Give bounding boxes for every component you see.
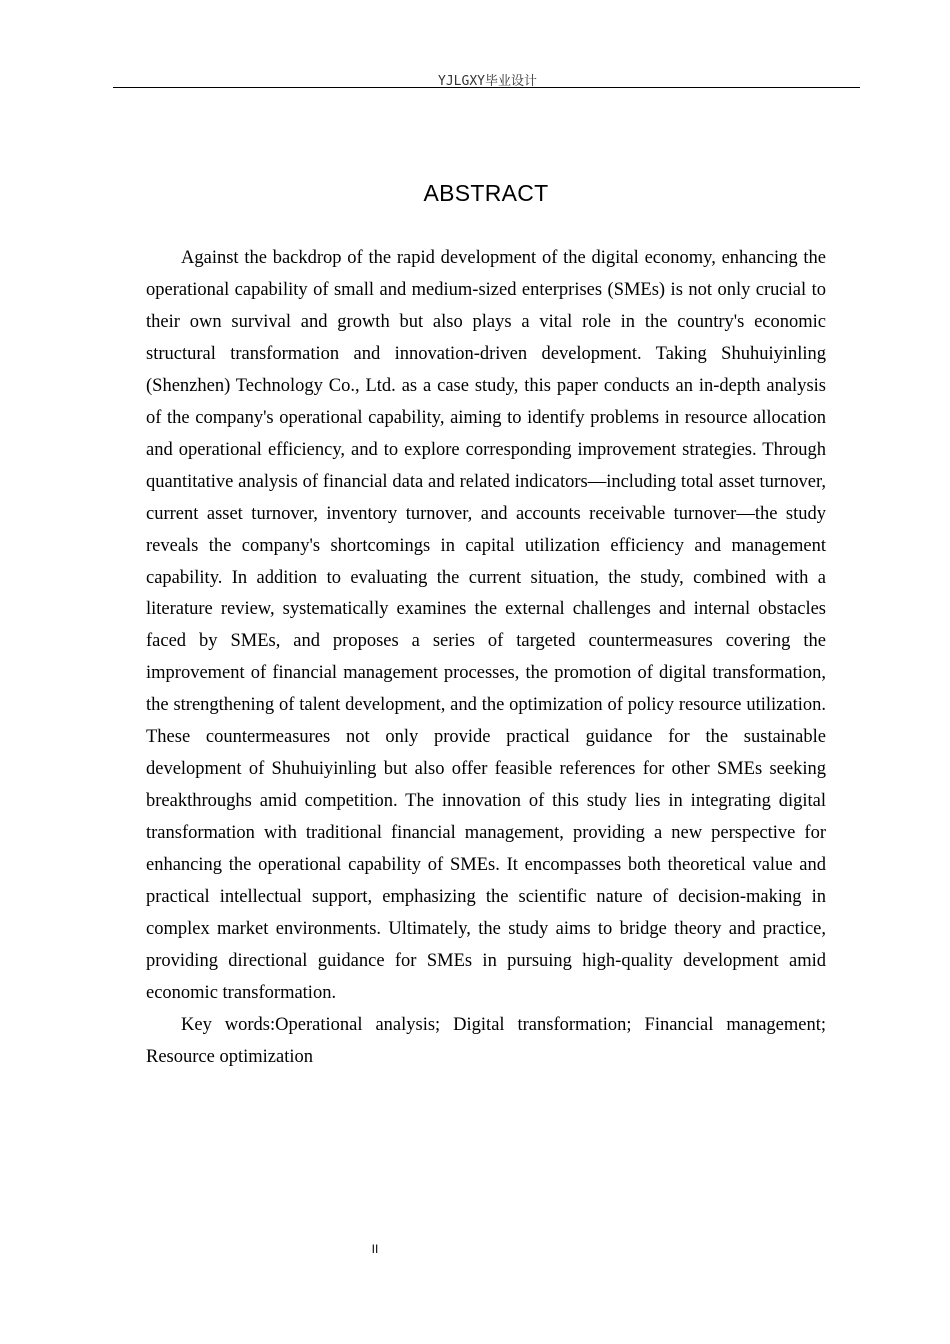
keywords-text: Operational analysis; Digital transformation; Financial management; Resource optimization [146,1014,826,1067]
abstract-paragraph: Against the backdrop of the rapid development of the digital economy, enhancing the operational capability of small and medium-sized enterprises (SMEs) is not only crucial to their own survival and growth but also plays a vital role in the country's economic structural transformation and innovation-driven development. Taking Shuhuiyinling (Shenzhen) Technology Co., Ltd. as a case study, this paper conducts an in-depth analysis of the company's operational capability, aiming to identify problems in resource allocation and operational efficiency, and to explore corresponding improvement strategies. Through quantitative analysis of financial data and related indicators—including total asset turnover, current asset turnover, inventory turnover, and accounts receivable turnover—the study reveals the company's shortcomings in capital utilization efficiency and management capability. In addition to evaluating the current situation, the study, combined with a literature review, systematically examines the external challenges and internal obstacles faced by SMEs, and proposes a series of targeted countermeasures covering the improvement of financial management processes, the promotion of digital transformation, the strengthening of talent development, and the optimization of policy resource utilization. These countermeasures not only provide practical guidance for the sustainable development of Shuhuiyinling but also offer feasible references for other SMEs seeking breakthroughs amid competition. The innovation of this study lies in integrating digital transformation with traditional financial management, providing a new perspective for enhancing the operational capability of SMEs. It encompasses both theoretical value and practical intellectual support, emphasizing the scientific nature of decision-making in complex market environments. Ultimately, the study aims to bridge theory and practice, providing directional guidance for SMEs in pursuing high-quality development amid economic transformation. [146,248,826,1003]
abstract-body [146,243,826,1074]
page-number: II [371,1242,379,1256]
abstract-title: ABSTRACT [423,180,549,206]
running-header: YJLGXY毕业设计 [438,74,537,89]
keywords-label: Key words: [181,1014,276,1035]
header-rule [113,87,860,88]
keywords-paragraph [146,1010,826,1074]
